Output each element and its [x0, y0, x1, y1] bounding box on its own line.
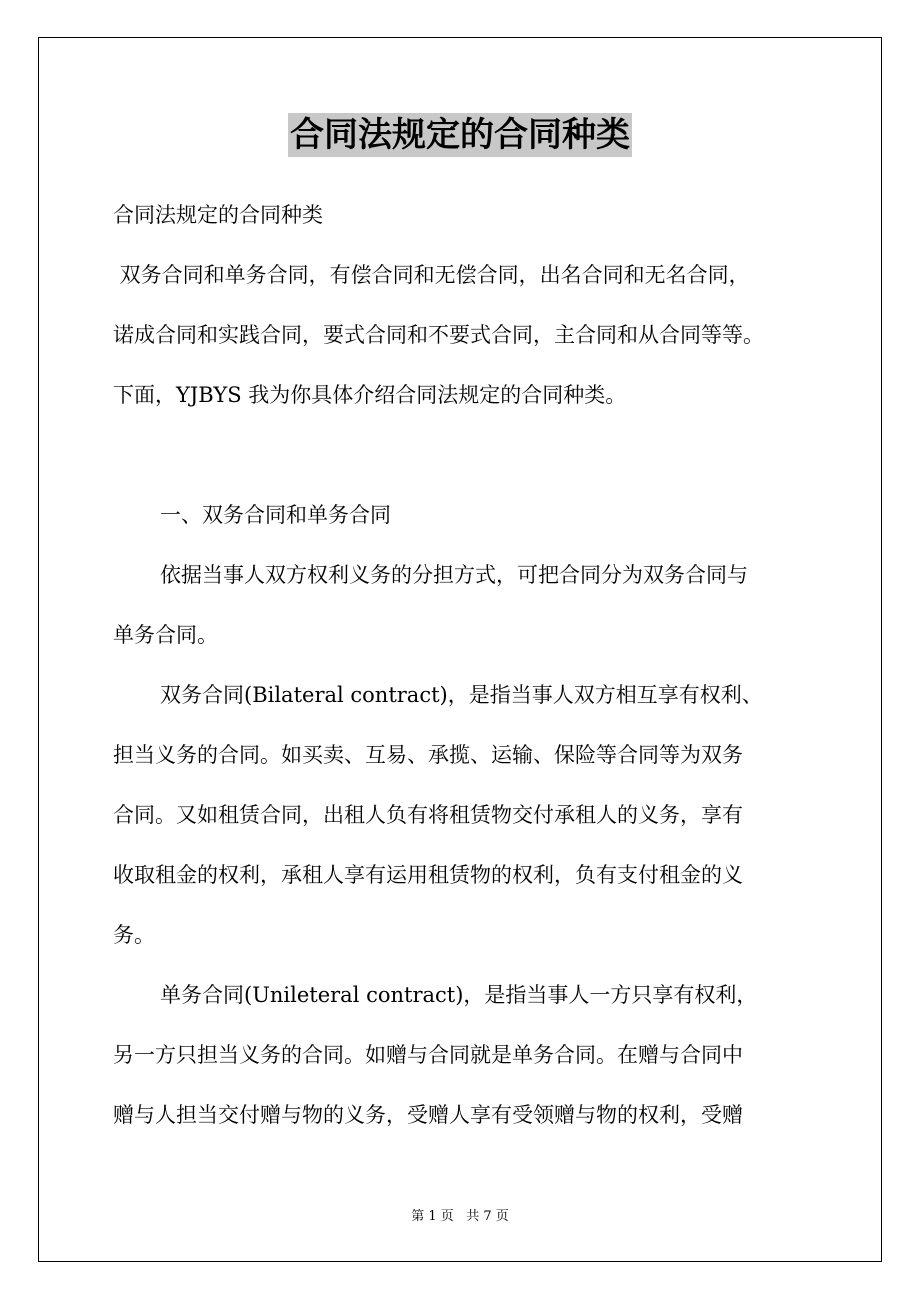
document-body — [113, 195, 813, 1135]
line-gap — [113, 595, 813, 615]
paragraph-line: 务。 — [113, 923, 155, 947]
line-gap — [113, 1015, 813, 1035]
intro-line: 下面，YJBYS 我为你具体介绍合同法规定的合同种类。 — [113, 383, 627, 407]
line-gap — [113, 715, 813, 735]
line-gap — [113, 895, 813, 915]
paragraph-line: 担当义务的合同。如买卖、互易、承揽、运输、保险等合同等为双务 — [113, 743, 743, 767]
paragraph-line: 赠与人担当交付赠与物的义务，受赠人享有受领赠与物的权利，受赠 — [113, 1103, 743, 1127]
section-spacer — [113, 415, 813, 475]
line-gap — [113, 355, 813, 375]
paragraph-line: 双务合同(Bilateral contract)，是指当事人双方相互享有权利、 — [160, 683, 763, 707]
line-gap — [113, 535, 813, 555]
paragraph-line: 收取租金的权利，承租人享有运用租赁物的权利，负有支付租金的义 — [113, 863, 743, 887]
paragraph-line: 单务合同(Unileteral contract)，是指当事人一方只享有权利， — [160, 983, 758, 1007]
paragraph-line: 依据当事人双方权利义务的分担方式，可把合同分为双务合同与 — [160, 563, 748, 587]
document-title: 合同法规定的合同种类 — [290, 115, 630, 155]
page-number: 第 1 页 共 7 页 — [411, 1209, 509, 1224]
subtitle-line: 合同法规定的合同种类 — [113, 203, 323, 227]
line-gap — [113, 655, 813, 675]
paragraph-line: 另一方只担当义务的合同。如赠与合同就是单务合同。在赠与合同中 — [113, 1043, 743, 1067]
line-gap — [113, 295, 813, 315]
title-container — [0, 113, 920, 157]
page-footer — [0, 1205, 920, 1224]
line-gap — [113, 835, 813, 855]
line-gap — [113, 955, 813, 975]
section-heading: 一、双务合同和单务合同 — [160, 503, 391, 527]
paragraph-line: 合同。又如租赁合同，出租人负有将租赁物交付承租人的义务，享有 — [113, 803, 743, 827]
line-gap — [113, 775, 813, 795]
paragraph-line: 单务合同。 — [113, 623, 218, 647]
line-gap — [113, 475, 813, 495]
line-gap — [113, 235, 813, 255]
intro-line: 双务合同和单务合同，有偿合同和无偿合同，出名合同和无名合同， — [113, 263, 750, 287]
line-gap — [113, 1075, 813, 1095]
intro-line: 诺成合同和实践合同，要式合同和不要式合同，主合同和从合同等等。 — [113, 323, 764, 347]
